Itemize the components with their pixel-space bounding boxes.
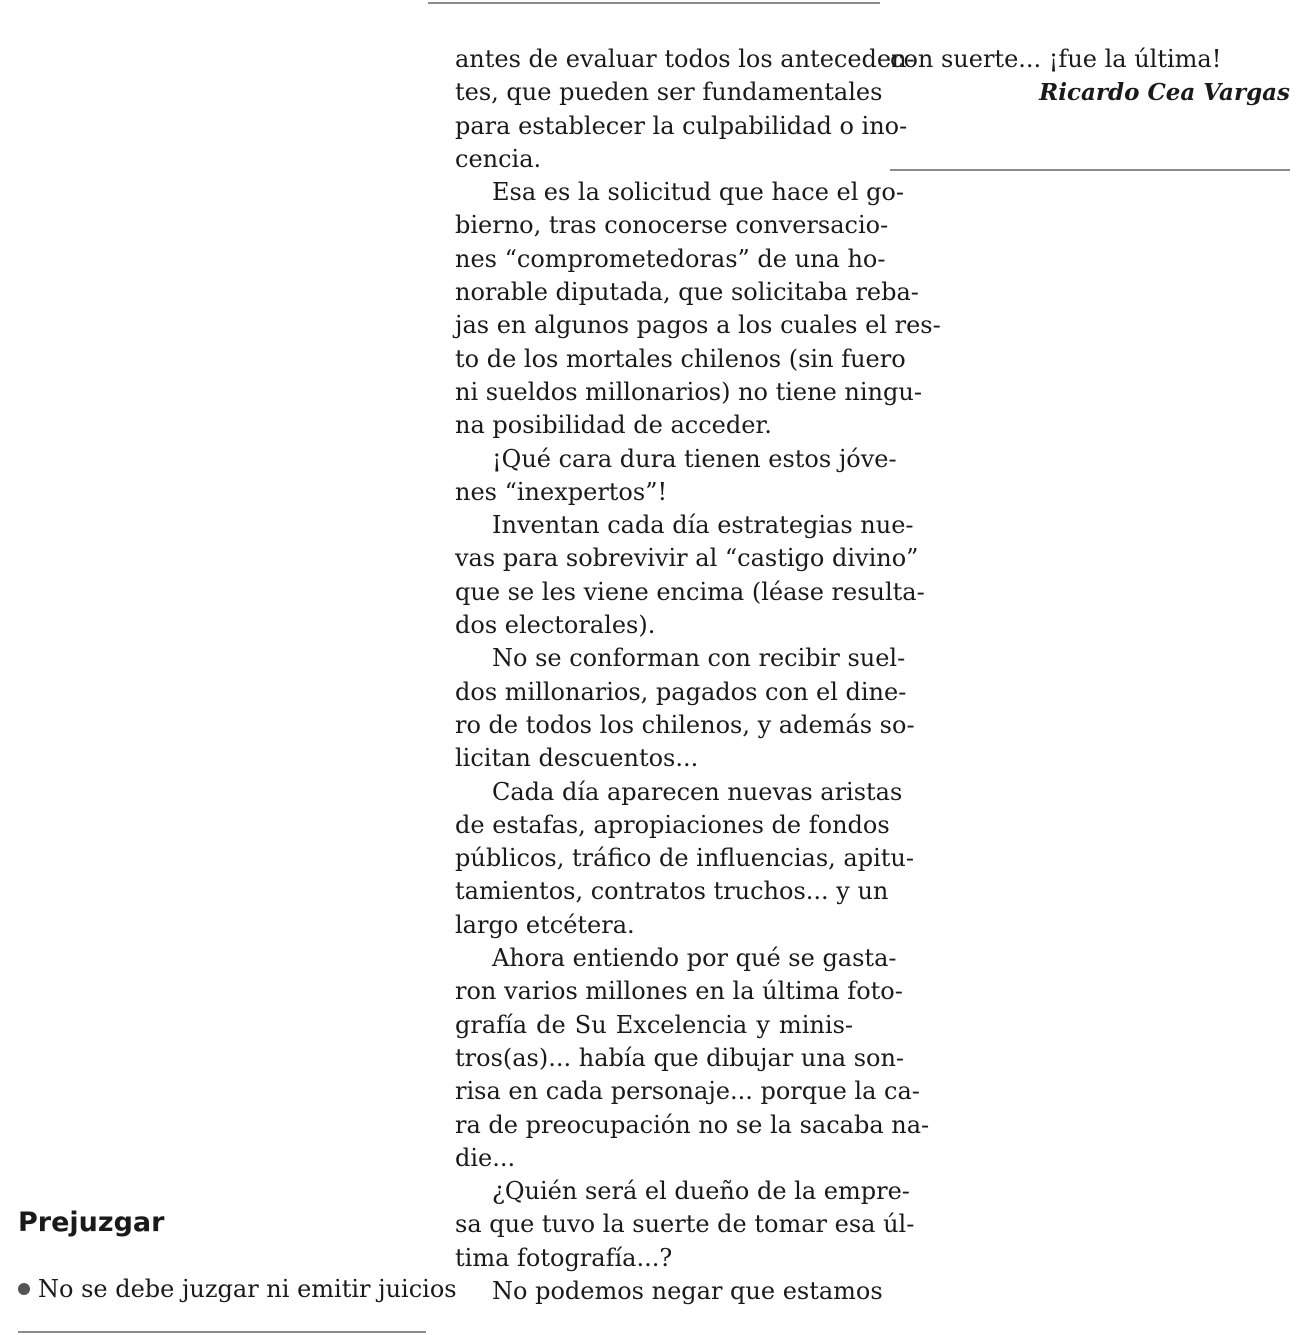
- next-letter-block: [18, 1203, 457, 1306]
- text-line: die...: [455, 1143, 516, 1172]
- letter-lead-text: No se debe juzgar ni emitir juicios: [38, 1275, 457, 1303]
- text-line: cencia.: [455, 144, 542, 173]
- letter-body-right-column: [890, 43, 1290, 110]
- letter-signature: Ricardo Cea Vargas: [1039, 79, 1290, 107]
- letter-heading: Prejuzgar: [18, 1207, 165, 1238]
- text-line: risa en cada personaje... porque la ca-: [455, 1077, 920, 1106]
- text-line: Esa es la solicitud que hace el go-: [492, 178, 904, 207]
- text-line: Inventan cada día estrategias nue-: [492, 511, 914, 540]
- text-line: grafía de Su Excelencia y minis-: [455, 1010, 853, 1039]
- letter-body-middle-column: [455, 43, 941, 1308]
- text-line: Ahora entiendo por qué se gasta-: [492, 944, 897, 973]
- text-line: ni sueldos millonarios) no tiene ningu-: [455, 377, 922, 406]
- text-line: ¿Quién será el dueño de la empre-: [492, 1177, 910, 1206]
- text-line: largo etcétera.: [455, 910, 635, 939]
- closing-line: con suerte... ¡fue la última!: [890, 45, 1222, 73]
- text-line: tes, que pueden ser fundamentales: [455, 78, 883, 107]
- text-line: ro de todos los chilenos, y además so-: [455, 710, 915, 739]
- text-line: jas en algunos pagos a los cuales el res-: [455, 311, 941, 340]
- text-line: licitan descuentos...: [455, 744, 699, 773]
- text-line: to de los mortales chilenos (sin fuero: [455, 344, 906, 373]
- text-line: na posibilidad de acceder.: [455, 411, 772, 440]
- text-line: antes de evaluar todos los anteceden-: [455, 45, 915, 73]
- text-line: bierno, tras conocerse conversacio-: [455, 211, 889, 240]
- text-line: norable diputada, que solicitaba reba-: [455, 278, 919, 307]
- top-divider-rule: [428, 2, 880, 4]
- text-line: ra de preocupación no se la sacaba na-: [455, 1110, 930, 1139]
- text-line: vas para sobrevivir al “castigo divino”: [455, 544, 919, 573]
- text-line: de estafas, apropiaciones de fondos: [455, 810, 890, 839]
- text-line: tamientos, contratos truchos... y un: [455, 877, 889, 906]
- text-line: dos electorales).: [455, 611, 656, 640]
- text-line: tros(as)... había que dibujar una son-: [455, 1043, 905, 1072]
- text-line: que se les viene encima (léase resulta-: [455, 577, 925, 606]
- bottom-divider-rule: [18, 1331, 426, 1333]
- text-line: Cada día aparecen nuevas aristas: [492, 777, 903, 806]
- letter-end-rule: [890, 169, 1290, 171]
- text-line: nes “inexpertos”!: [455, 477, 668, 506]
- bullet-icon: [18, 1283, 30, 1295]
- text-line: No podemos negar que estamos: [492, 1276, 883, 1305]
- text-line: sa que tuvo la suerte de tomar esa úl-: [455, 1210, 915, 1239]
- text-line: nes “comprometedoras” de una ho-: [455, 244, 886, 273]
- text-line: ron varios millones en la última foto-: [455, 977, 903, 1006]
- letter-lead-line: [18, 1273, 457, 1306]
- text-line: tima fotografía...?: [455, 1243, 673, 1272]
- text-line: para establecer la culpabilidad o ino-: [455, 111, 908, 140]
- text-line: dos millonarios, pagados con el dine-: [455, 677, 907, 706]
- text-line: ¡Qué cara dura tienen estos jóve-: [492, 444, 897, 473]
- text-line: públicos, tráfico de influencias, apitu-: [455, 844, 914, 873]
- text-line: No se conforman con recibir suel-: [492, 644, 906, 673]
